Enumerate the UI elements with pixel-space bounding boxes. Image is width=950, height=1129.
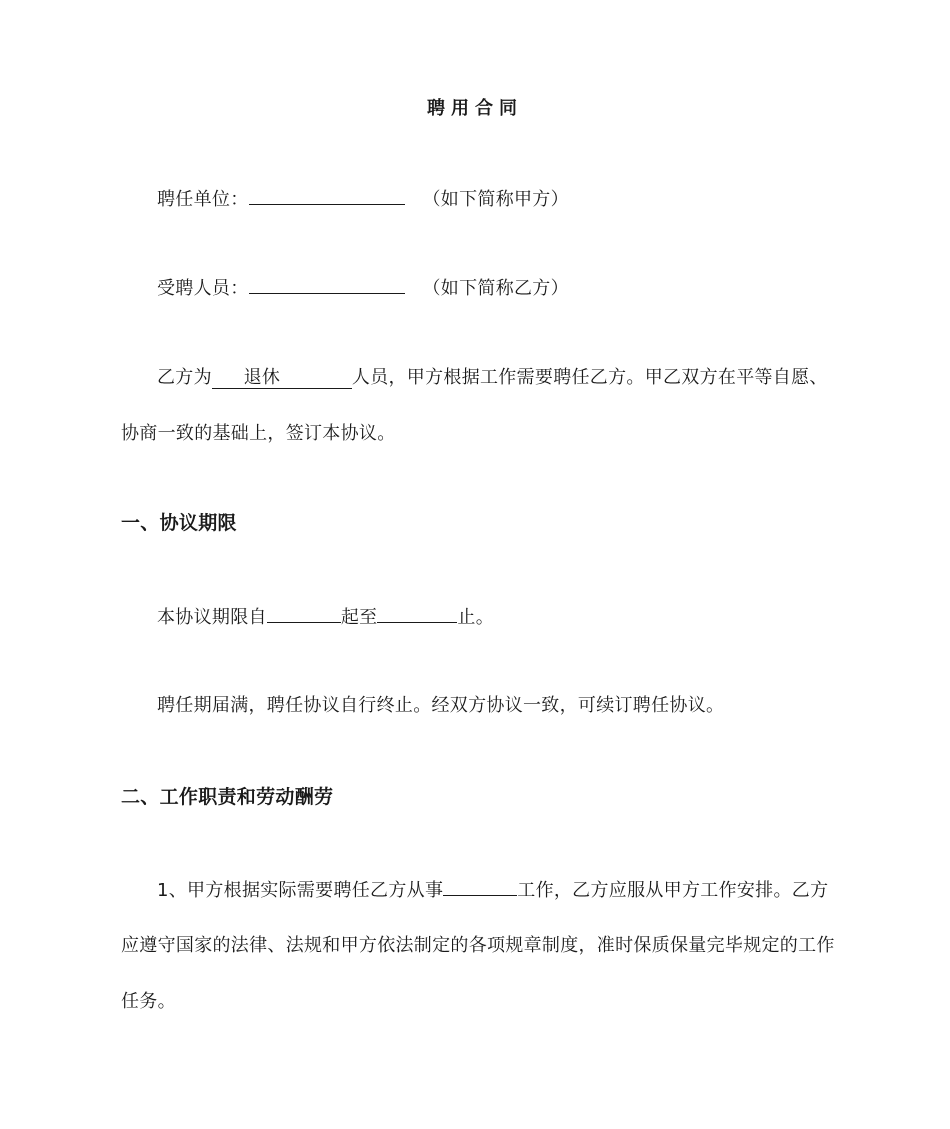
employer-label: 聘任单位：	[157, 189, 249, 210]
employer-blank[interactable]	[249, 187, 405, 205]
status-filled-field[interactable]	[212, 368, 352, 389]
item1-line-2: 应遵守国家的法律、法规和甲方依法制定的各项规章制度，准时保质保量完毕规定的工作	[121, 935, 835, 956]
term-middle: 起至	[340, 607, 378, 628]
employee-blank[interactable]	[249, 276, 405, 294]
item1-suffix: 工作，乙方应服从甲方工作安排。乙方	[517, 880, 829, 901]
term-end-blank[interactable]	[377, 605, 457, 623]
job-type-blank[interactable]	[443, 878, 517, 896]
intro-suffix: 人员，甲方根据工作需要聘任乙方。甲乙双方在平等自愿、	[351, 367, 828, 388]
item1-prefix: 1、甲方根据实际需要聘任乙方从事	[157, 880, 444, 901]
employee-label: 受聘人员：	[157, 278, 249, 299]
item1-line-3: 任务。	[121, 991, 176, 1012]
section2-heading: 二、工作职责和劳动酬劳	[121, 786, 334, 808]
employer-line	[157, 187, 569, 212]
section1-heading: 一、协议期限	[121, 512, 237, 534]
item1-line-1	[157, 878, 828, 903]
employee-suffix: （如下简称乙方）	[422, 278, 569, 299]
term-line	[157, 605, 494, 630]
employee-line	[157, 276, 569, 301]
document-title: 聘用合同	[427, 98, 523, 119]
term-start-blank[interactable]	[267, 605, 341, 623]
term-prefix: 本协议期限自	[157, 607, 267, 628]
intro-prefix: 乙方为	[157, 367, 212, 388]
renewal-line: 聘任期届满，聘任协议自行终止。经双方协议一致，可续订聘任协议。	[157, 695, 725, 716]
intro-line-1	[157, 366, 828, 390]
employer-suffix: （如下简称甲方）	[422, 189, 569, 210]
status-value: 退休	[243, 367, 281, 388]
term-suffix: 止。	[457, 607, 495, 628]
intro-line-2: 协商一致的基础上，签订本协议。	[121, 423, 396, 444]
